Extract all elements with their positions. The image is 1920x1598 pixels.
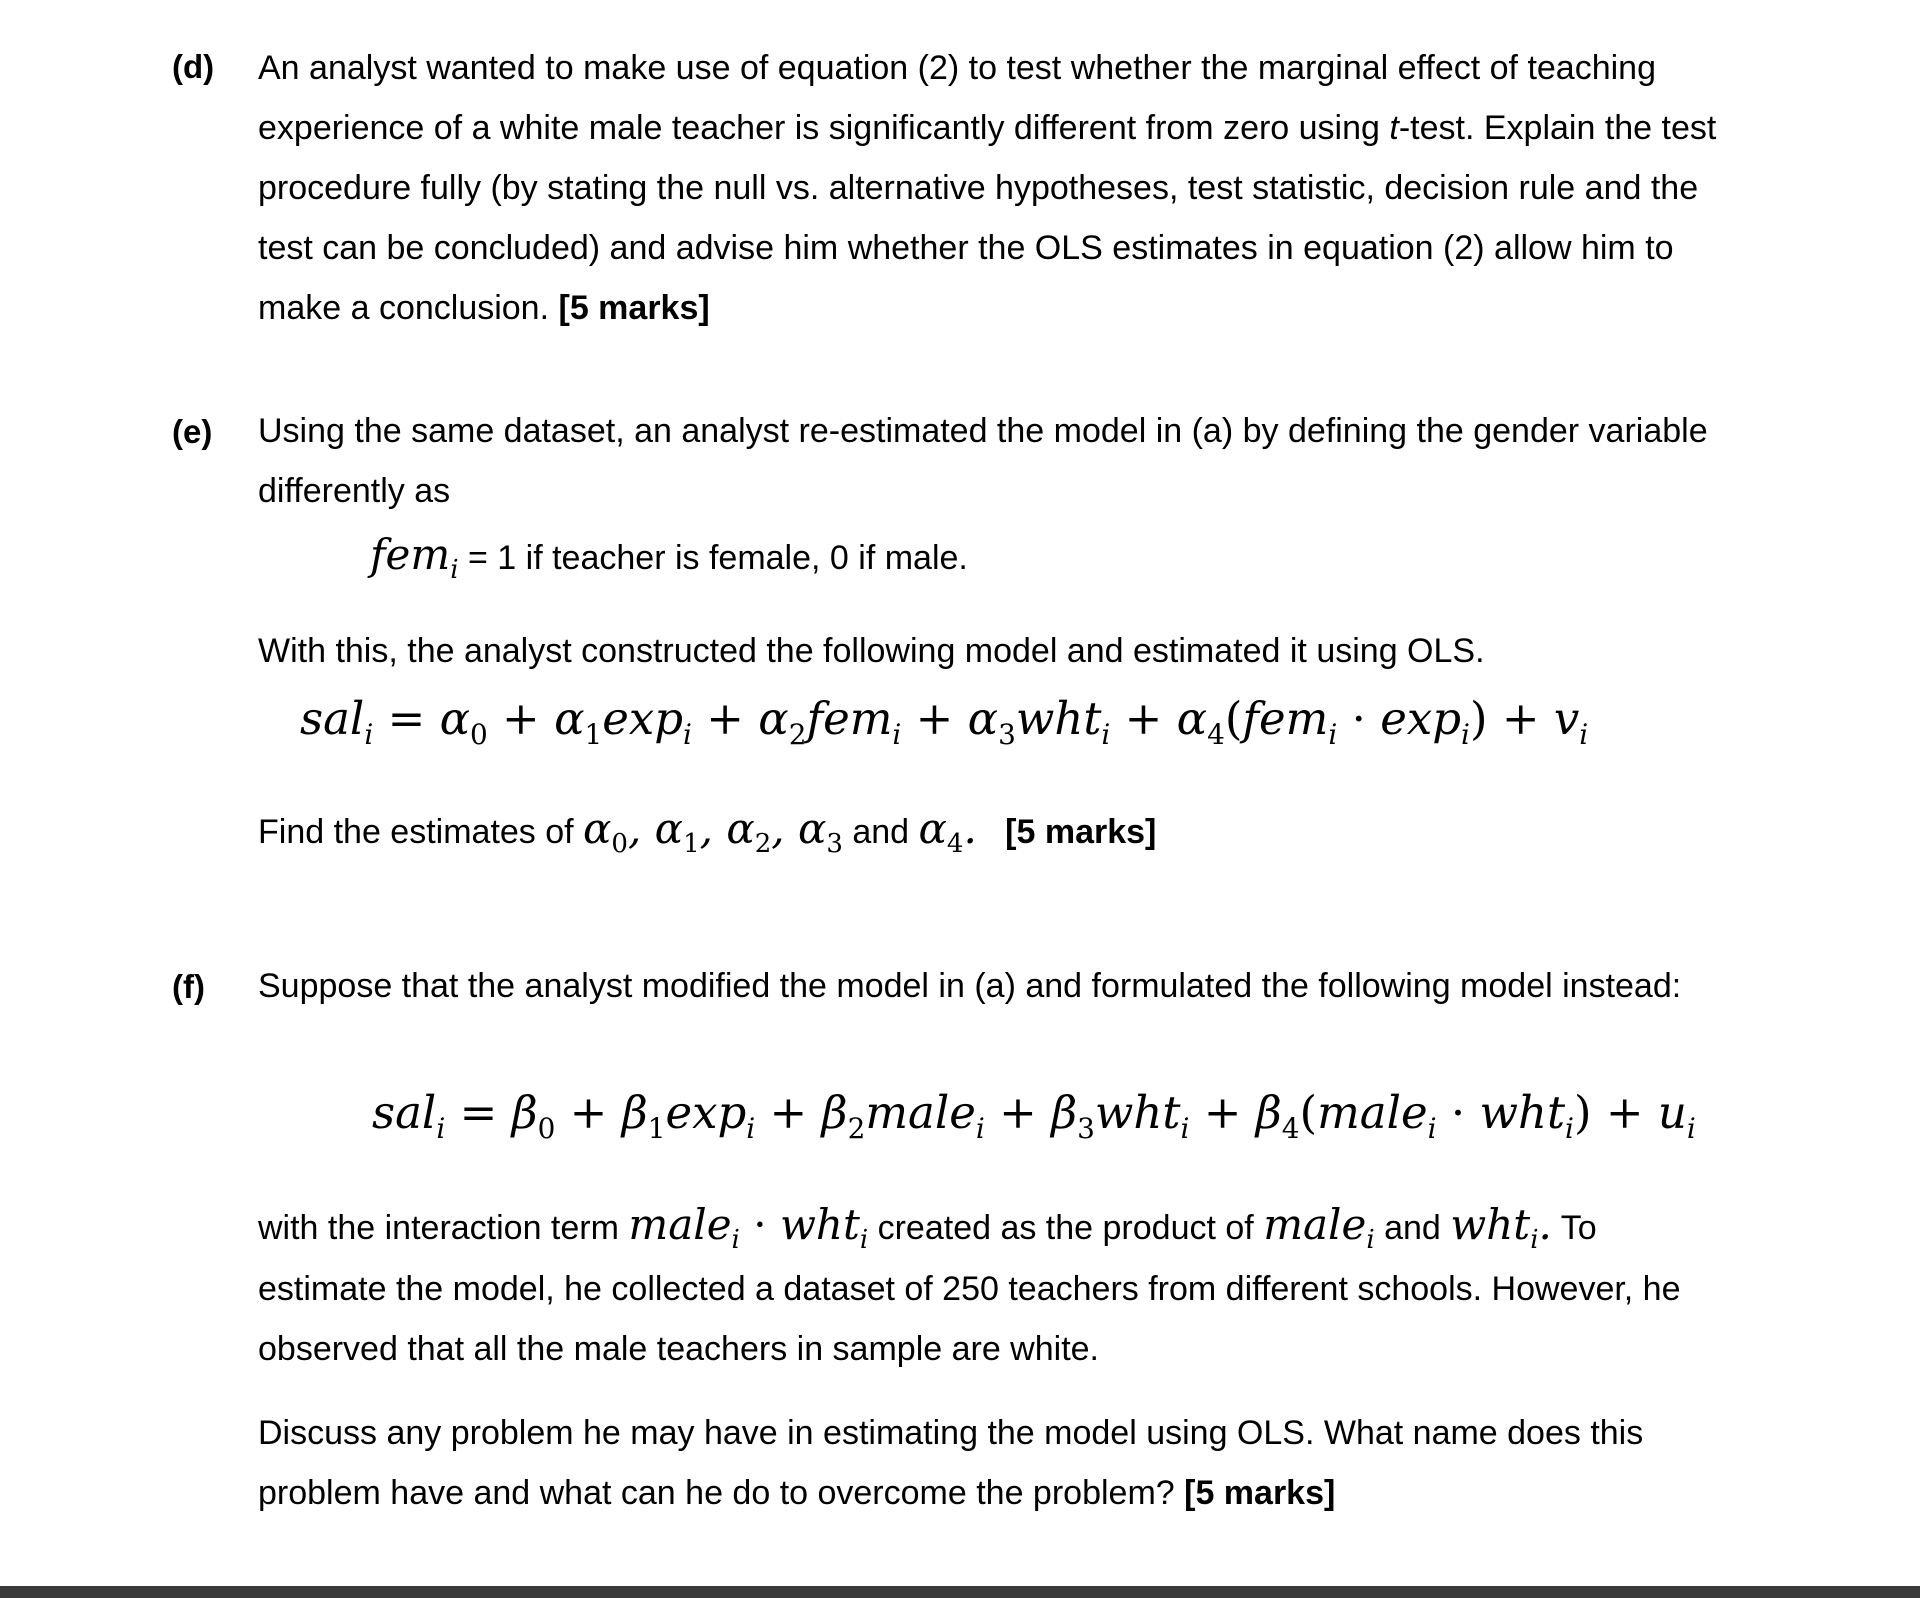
part-f-sample-text: estimate the model, he collected a dataset of 250 teachers from different schools. However, he observed that all the male teachers in sample are white. [258,1270,1681,1368]
part-f-label: (f) [172,968,205,1005]
part-f-intro: Suppose that the analyst modified the model in (a) and formulated the following model instead: [258,967,1682,1005]
part-d-marks: [5 marks] [558,289,710,327]
part-e-with-this: With this, the analyst constructed the following model and estimated it using OLS. [258,632,1485,670]
part-e-label: (e) [172,413,213,450]
part-d-label: (d) [172,48,215,85]
equation-alpha-model: $sal_i = \alpha_0 + \alpha_1\exp_i + \alpha_2fem_i + \alpha_3wht_i + \alpha_4(fem_i \cdot \exp_i) + v_i$ [300,692,1589,751]
part-d-text: An analyst wanted to make use of equation (2) to test whether the marginal effect of teaching experience of a white male teacher is significantly different from zero using t-test. Explain the test procedure fully (by stating the null vs. alternative hypotheses, test statistic, decision rule and the test can be concluded) and advise him whether the OLS estimates in equation (2) allow him to make a conclusion. [5 marks] [258,49,1717,327]
fem-definition: fem$_i$ = 1 if teacher is female, 0 if male. [370,530,968,586]
part-e-intro: Using the same dataset, an analyst re-estimated the model in (a) by defining the gender variable differently as [258,412,1708,510]
bottom-border [0,1586,1920,1598]
part-f-marks: [5 marks] [1184,1474,1336,1512]
part-e-find: Find the estimates of $\alpha_0$, $\alpha_1$, $\alpha_2$, $\alpha_3$ and $\alpha_4$. [5 marks] [258,804,1157,860]
part-f-interaction-text: with the interaction term male$_i$ · wht$_i$ created as the product of male$_i$ and wht$_i$. To [258,1200,1597,1256]
part-f-discuss: Discuss any problem he may have in estimating the model using OLS. What name does this problem have and what can he do to overcome the problem? [5 marks] [258,1414,1644,1512]
equation-beta-model: $sal_i = \beta_0 + \beta_1\exp_i$ + $\beta_2male_i + \beta_3wht_i$ + $\beta_4(male_i \cdot wht_i) + u_i$ [372,1086,1696,1145]
part-e-marks: [5 marks] [1005,813,1157,851]
